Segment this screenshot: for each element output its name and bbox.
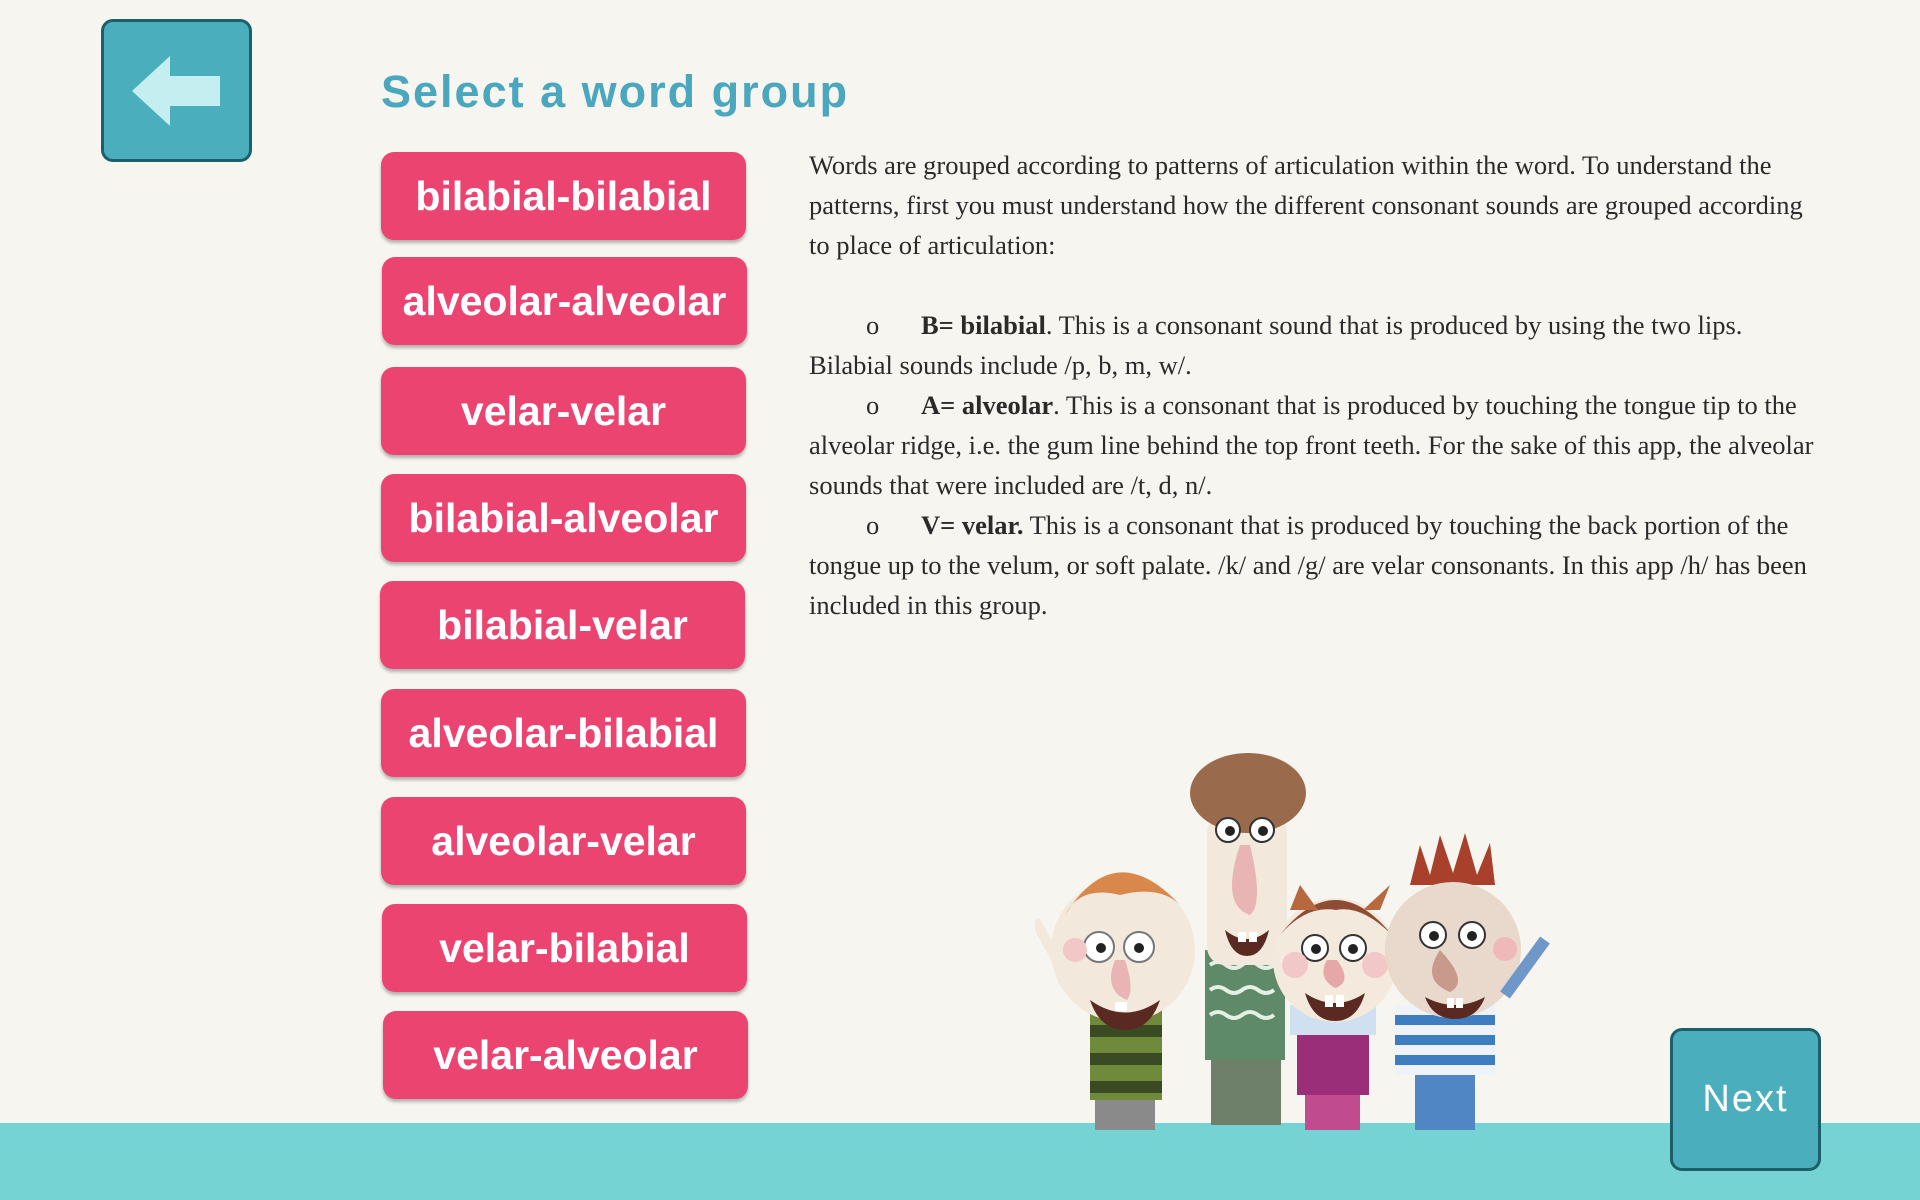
info-term: A= alveolar xyxy=(921,390,1054,420)
arrow-left-icon xyxy=(132,56,222,126)
cartoon-kids-illustration xyxy=(1035,735,1595,1135)
word-group-button-bilabial-velar[interactable]: bilabial-velar xyxy=(380,581,745,669)
info-intro: Words are grouped according to patterns of articulation within the word. To understand the patterns, first you must understand how the different consonant sounds are grouped according to place of articulation: xyxy=(809,150,1803,260)
spiky-hair-kid-figure xyxy=(1385,833,1545,1130)
info-item-velar xyxy=(809,505,1819,625)
bullet-icon: o xyxy=(866,390,880,420)
word-group-button-alveolar-bilabial[interactable]: alveolar-bilabial xyxy=(381,689,746,777)
info-text: This is a consonant that is produced by touching the back portion of the tongue up to the velum, or soft palate. /k/ and /g/ are velar consonants. In this app /h/ has been included in this group. xyxy=(809,510,1807,620)
bullet-icon: o xyxy=(866,510,880,540)
back-button[interactable] xyxy=(101,19,252,162)
word-group-button-bilabial-bilabial[interactable]: bilabial-bilabial xyxy=(381,152,746,240)
page-title: Select a word group xyxy=(381,66,850,117)
bullet-icon: o xyxy=(866,310,880,340)
articulation-info xyxy=(809,145,1819,625)
info-text: . This is a consonant sound that is produced by using the two lips. Bilabial sounds include /p, b, m, w/. xyxy=(809,310,1743,380)
info-text: . This is a consonant that is produced by touching the tongue tip to the alveolar ridge, i.e. the gum line behind the top front teeth. For the sake of this app, the alveolar sounds that were included are /t, d, n/. xyxy=(809,390,1814,500)
next-button[interactable]: Next xyxy=(1670,1028,1821,1171)
bottom-band xyxy=(0,1123,1920,1200)
info-item-bilabial xyxy=(809,305,1819,385)
word-group-button-alveolar-alveolar[interactable]: alveolar-alveolar xyxy=(382,257,747,345)
word-group-button-alveolar-velar[interactable]: alveolar-velar xyxy=(381,797,746,885)
info-term: B= bilabial xyxy=(921,310,1046,340)
info-item-alveolar xyxy=(809,385,1819,505)
word-group-button-velar-bilabial[interactable]: velar-bilabial xyxy=(382,904,747,992)
girl-figure xyxy=(1273,885,1397,1130)
word-group-button-velar-alveolar[interactable]: velar-alveolar xyxy=(383,1011,748,1099)
word-group-button-velar-velar[interactable]: velar-velar xyxy=(381,367,746,455)
glasses-kid-figure xyxy=(1035,872,1195,1130)
info-term: V= velar. xyxy=(921,510,1024,540)
word-group-button-bilabial-alveolar[interactable]: bilabial-alveolar xyxy=(381,474,746,562)
